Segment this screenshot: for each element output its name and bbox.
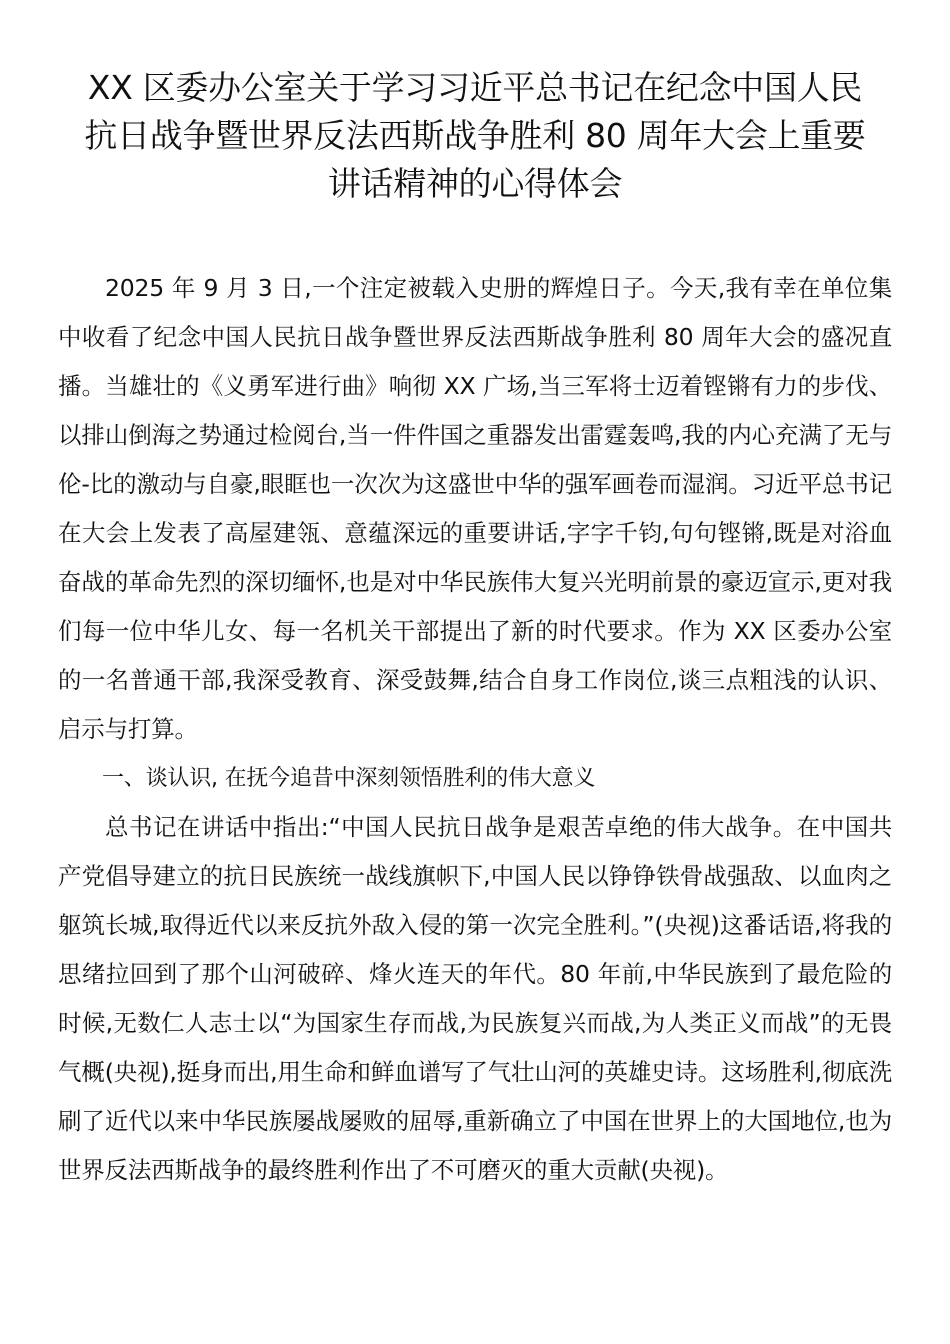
section-heading: 一、谈认识, 在抚今追昔中深刻领悟胜利的伟大意义 [102, 766, 596, 791]
paragraph-intro: 2025 年 9 月 3 日,一个注定被载入史册的辉煌日子。今天,我有幸在单位集中收看了纪念中国人民抗日战争暨世界反法西斯战争胜利 80 周年大会的盛况直播。当雄壮的《义勇军进行曲》响彻 XX 广场,当三军将士迈着铿锵有力的步伐、以排山倒海之势通过检阅台,当一件件国之重器发出雷霆轰鸣,我的内心充满了无与伦-比的激动与自豪,眼眶也一次次为这盛世中华的强军画卷而湿润。习近平总书记在大会上发表了高屋建瓴、意蕴深远的重要讲话,字字千钧,句句铿锵,既是对浴血奋战的革命先烈的深切缅怀,也是对中华民族伟大复兴光明前景的豪迈宣示,更对我们每一位中华儿女、每一名机关干部提出了新的时代要求。作为 XX 区委办公室的一名普通干部,我深受教育、深受鼓舞,结合自身工作岗位,谈三点粗浅的认识、启示与打算。 [58, 274, 892, 743]
paragraph-section-1: 总书记在讲话中指出:“中国人民抗日战争是艰苦卓绝的伟大战争。在中国共产党倡导建立的抗日民族统一战线旗帜下,中国人民以铮铮铁骨战强敌、以血肉之躯筑长城,取得近代以来反抗外敌入侵的第一次完全胜利。”(央视)这番话语,将我的思绪拉回到了那个山河破碎、烽火连天的年代。80 年前,中华民族到了最危险的时候,无数仁人志士以“为国家生存而战,为民族复兴而战,为人类正义而战”的无畏气概(央视),挺身而出,用生命和鲜血谱写了气壮山河的英雄史诗。这场胜利,彻底洗刷了近代以来中华民族屡战屡败的屈辱,重新确立了中国在世界上的大国地位,也为世界反法西斯战争的最终胜利作出了不可磨灭的重大贡献(央视)。 [58, 813, 892, 1184]
document-body [58, 264, 892, 1195]
title-line: 讲话精神的心得体会 [327, 164, 623, 203]
title-line: XX 区委办公室关于学习习近平总书记在纪念中国人民 [87, 68, 863, 107]
document-title [40, 64, 910, 208]
title-line: 抗日战争暨世界反法西斯战争胜利 80 周年大会上重要 [84, 116, 866, 155]
